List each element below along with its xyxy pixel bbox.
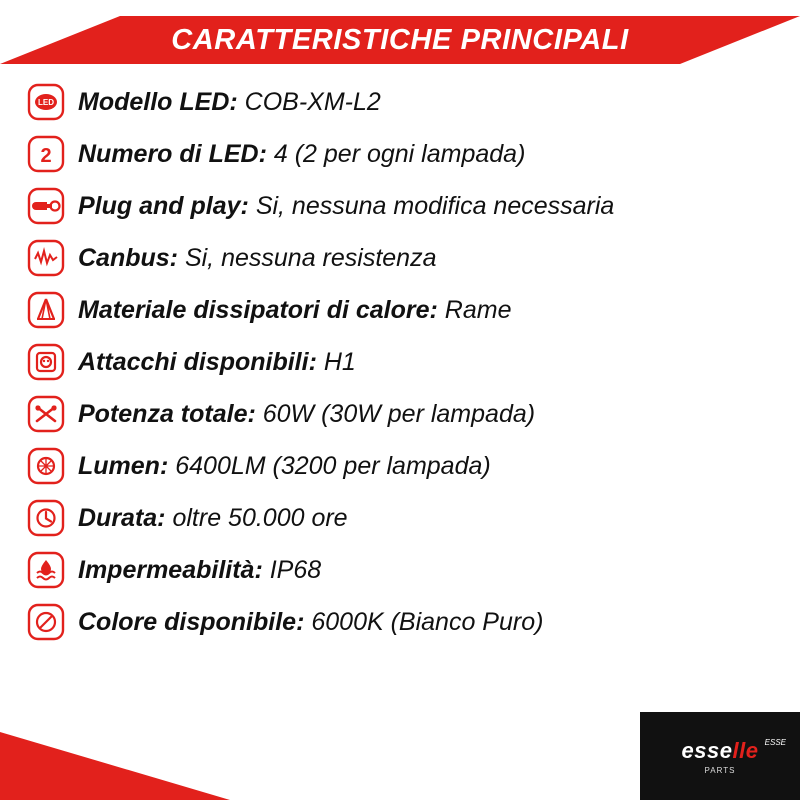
spec-text: [78, 348, 786, 377]
spec-text: [78, 296, 786, 325]
spec-value: oltre 50.000 ore: [172, 503, 348, 532]
number-two-icon: [26, 134, 66, 174]
led-chip-icon: [26, 82, 66, 122]
brightness-icon: [26, 446, 66, 486]
spec-label: Numero di LED:: [78, 139, 267, 168]
spec-row: [26, 232, 786, 284]
spec-text: [78, 244, 786, 273]
spec-text: [78, 400, 786, 429]
heatsink-icon: [26, 290, 66, 330]
spec-value: COB-XM-L2: [244, 87, 381, 116]
spec-row: [26, 596, 786, 648]
waveform-icon: [26, 238, 66, 278]
spec-label: Materiale dissipatori di calore:: [78, 295, 438, 324]
spec-value: H1: [323, 347, 356, 376]
spec-text: [78, 192, 786, 221]
plug-icon: [26, 186, 66, 226]
spec-label: Canbus:: [78, 243, 178, 272]
socket-icon: [26, 342, 66, 382]
spec-label: Potenza totale:: [78, 399, 256, 428]
spec-row: [26, 180, 786, 232]
spec-text: [78, 88, 786, 117]
spec-label: Plug and play:: [78, 191, 249, 220]
logo-subtitle: PARTS: [704, 765, 736, 775]
spec-row: [26, 128, 786, 180]
logo-wordmark: [682, 738, 759, 764]
spec-value: 6000K (Bianco Puro): [311, 607, 544, 636]
spec-text: [78, 556, 786, 585]
spec-value: 4 (2 per ogni lampada): [273, 139, 526, 168]
spec-text: [78, 452, 786, 481]
spec-label: Attacchi disponibili:: [78, 347, 317, 376]
spec-row: [26, 336, 786, 388]
logo-text-accent: lle: [732, 737, 759, 763]
spec-row: [26, 492, 786, 544]
footer-red-wedge: [0, 732, 230, 800]
spec-text: [78, 608, 786, 637]
spec-text: [78, 140, 786, 169]
spec-value: Si, nessuna resistenza: [184, 243, 437, 272]
spec-label: Impermeabilità:: [78, 555, 263, 584]
spec-row: [26, 544, 786, 596]
spec-label: Durata:: [78, 503, 166, 532]
logo-corner-text: ESSE: [764, 738, 786, 747]
spec-text: [78, 504, 786, 533]
spec-row: [26, 76, 786, 128]
page-title: CARATTERISTICHE PRINCIPALI: [171, 24, 629, 56]
svg-text:LED: LED: [38, 98, 54, 107]
waterproof-icon: [26, 550, 66, 590]
spec-value: Rame: [444, 295, 512, 324]
spec-value: 60W (30W per lampada): [262, 399, 536, 428]
spec-row: [26, 284, 786, 336]
spec-value: Si, nessuna modifica necessaria: [255, 191, 615, 220]
power-bolt-icon: [26, 394, 66, 434]
spec-label: Modello LED:: [78, 87, 238, 116]
color-temp-icon: [26, 602, 66, 642]
logo-text-left: esse: [681, 737, 733, 763]
clock-icon: [26, 498, 66, 538]
spec-value: 6400LM (3200 per lampada): [175, 451, 491, 480]
spec-list: [26, 76, 786, 648]
spec-label: Lumen:: [78, 451, 169, 480]
spec-row: [26, 440, 786, 492]
spec-value: IP68: [269, 555, 322, 584]
header-banner: [0, 16, 800, 64]
spec-row: [26, 388, 786, 440]
spec-label: Colore disponibile:: [78, 607, 305, 636]
brand-logo: [640, 712, 800, 800]
svg-text:2: 2: [40, 145, 52, 167]
